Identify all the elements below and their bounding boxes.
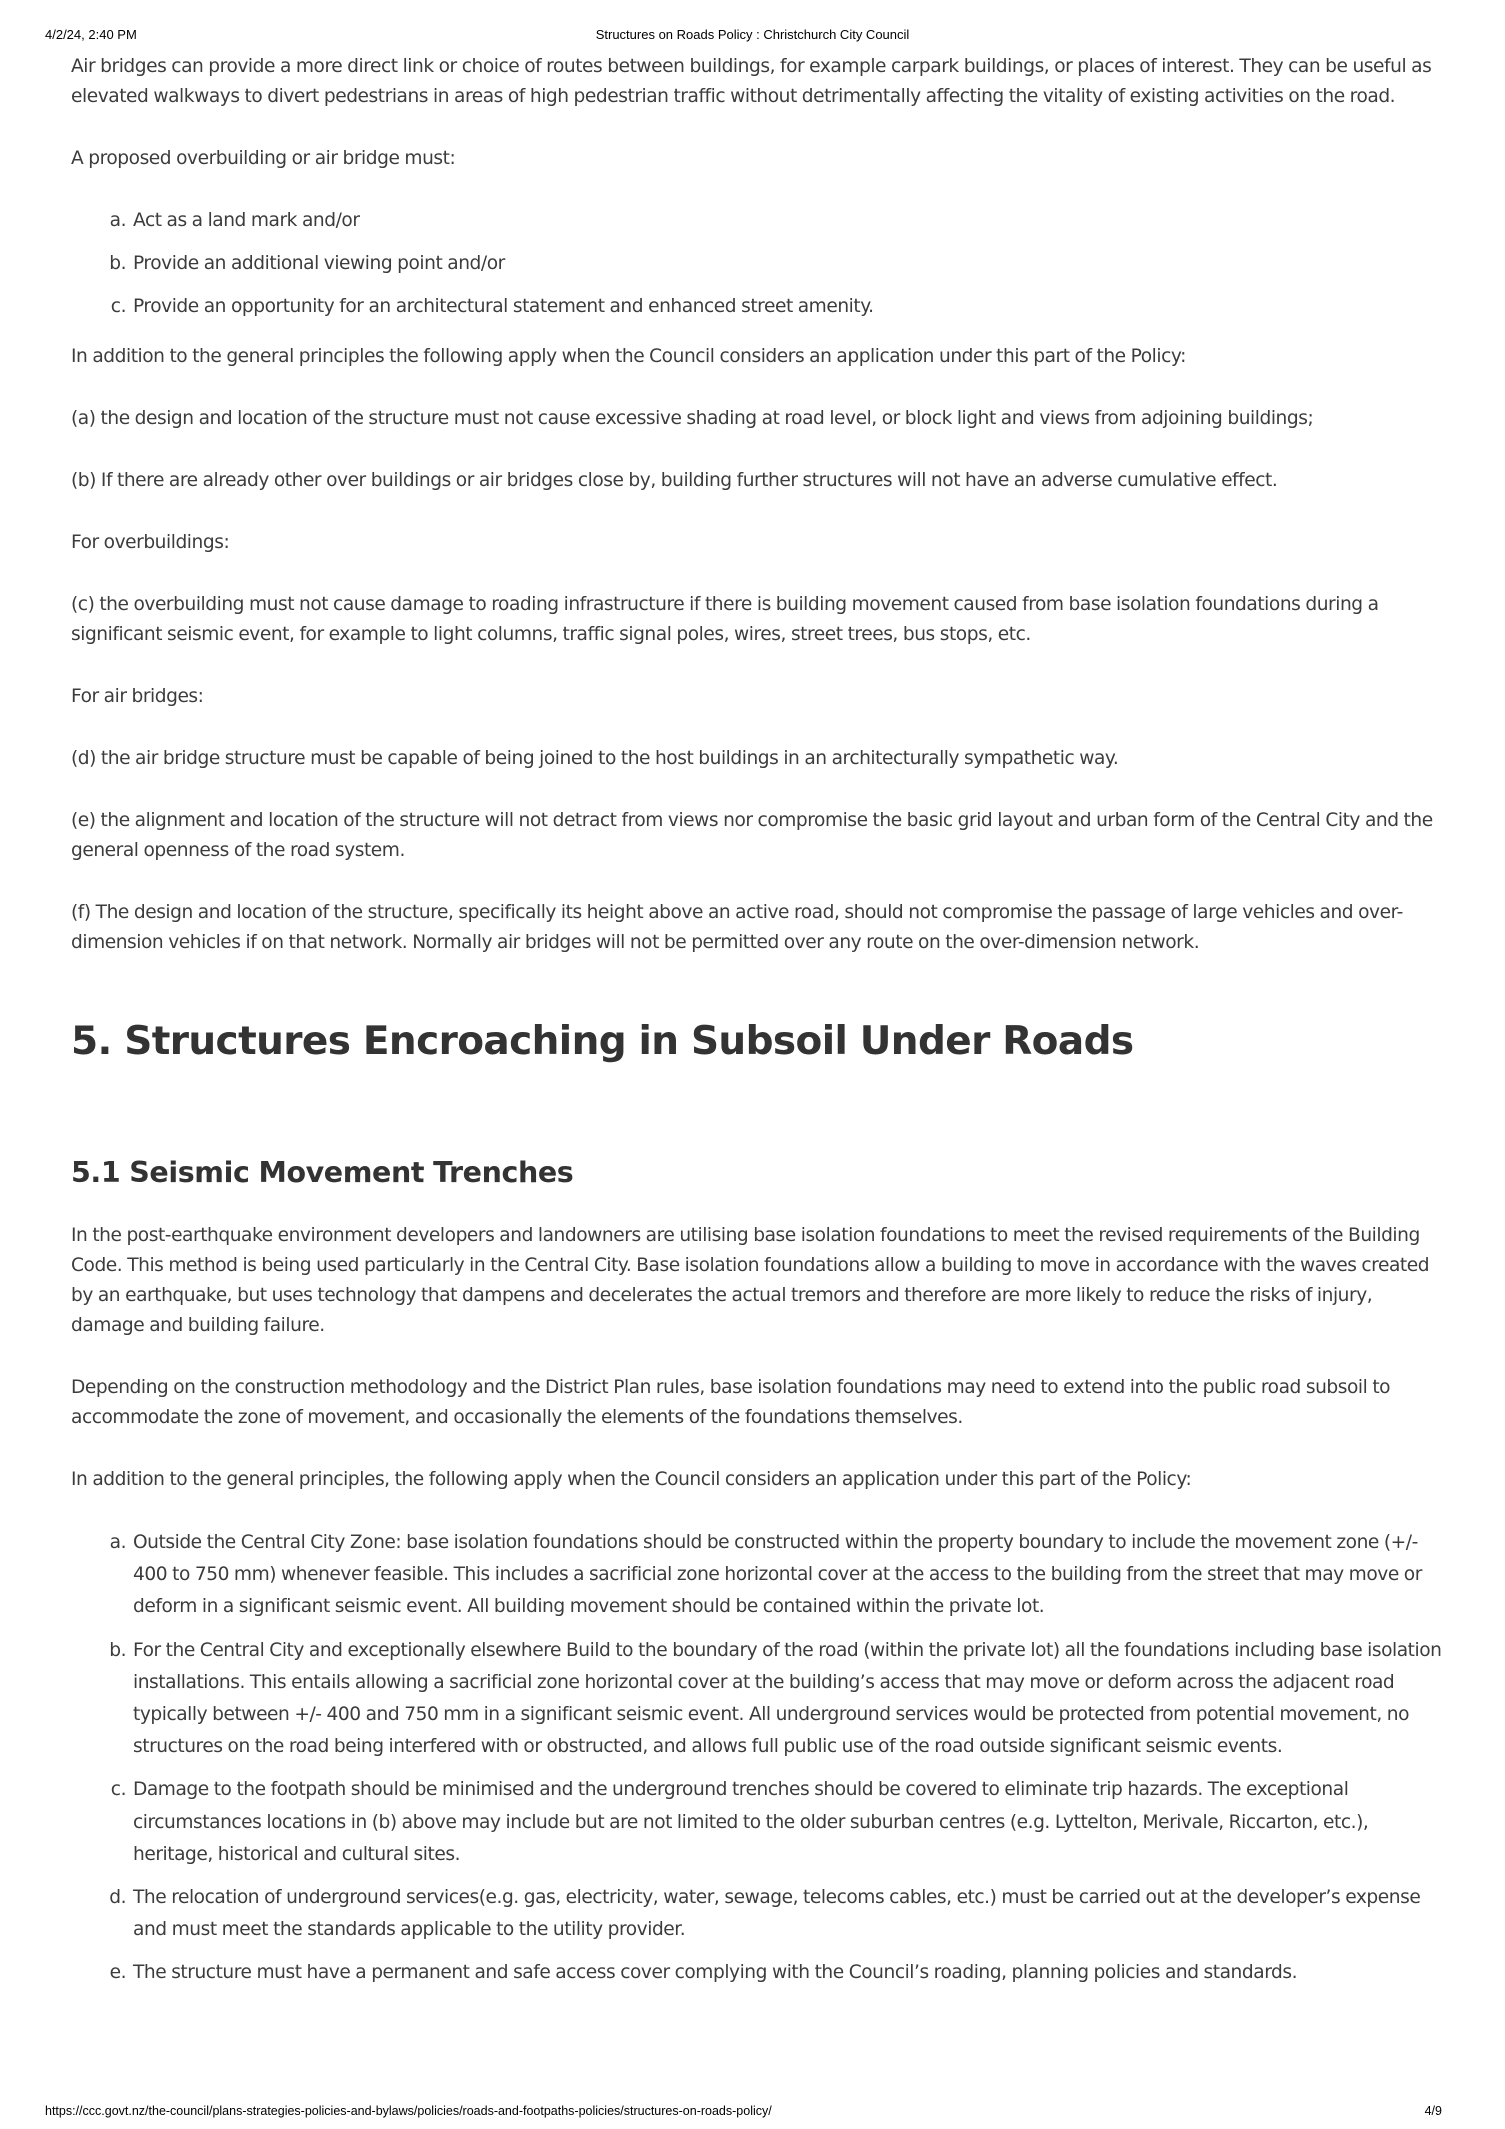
list-item: b. For the Central City and exceptionally elsewhere Build to the boundary of the road (within the private lot) all the foundations including base isolation installations. This entails allowing a sacrificial zone horizontal cover at the building’s access that may move or deform across the adjacent road typically between +/- 400 and 750 mm in a significant seismic event. All underground services would be protected from potential movement, no structures on the road being interfered with or obstructed, and allows full public use of the road outside significant seismic events. (131, 1635, 1449, 1764)
seismic-paragraph-1: In the post-earthquake environment developers and landowners are utilising base isolation foundations to meet the revised requirements of the Building Code. This method is being used particularly in the Central City. Base isolation foundations allow a building to move in accordance with the waves created by an earthquake, but uses technology that dampens and decelerates the actual tremors and therefore are more likely to reduce the risks of injury, damage and building failure. (71, 1225, 1430, 1336)
list-item: c. Damage to the footpath should be minimised and the underground trenches should be covered to eliminate trip hazards. The exceptional circumstances locations in (b) above may include but are not limited to the older suburban centres (e.g. Lyttelton, Merivale, Riccarton, etc.), heritage, historical and cultural sites. (131, 1774, 1449, 1871)
principle-f: (f) The design and location of the structure, specifically its height above an active road, should not compromise the passage of large vehicles and over-dimension vehicles if on that network. Normally air bridges will not be permitted over any route on the over-dimension network. (71, 902, 1403, 953)
principle-b: (b) If there are already other over buildings or air bridges close by, building further structures will not have an adverse cumulative effect. (71, 470, 1278, 491)
print-footer (45, 2104, 1460, 2120)
print-page-title: Structures on Roads Policy : Christchurch City Council (595, 27, 910, 42)
list-item: c. Provide an opportunity for an architectural statement and enhanced street amenity. (131, 292, 1449, 322)
list-item: b. Provide an additional viewing point and/or (131, 249, 1449, 279)
must-intro-paragraph: A proposed overbuilding or air bridge must: (71, 148, 456, 169)
print-url: https://ccc.govt.nz/the-council/plans-strategies-policies-and-bylaws/policies/roads-and-footpaths-policies/structures-on-roads-policy/ (45, 2104, 772, 2118)
print-date: 4/2/24, 2:40 PM (45, 27, 137, 42)
principle-a: (a) the design and location of the structure must not cause excessive shading at road level, or block light and views from adjoining buildings; (71, 408, 1314, 429)
subsection-heading: 5.1 Seismic Movement Trenches (71, 1156, 574, 1189)
list-item: a. Outside the Central City Zone: base isolation foundations should be constructed within the property boundary to include the movement zone (+/- 400 to 750 mm) whenever feasible. This includes a sacrificial zone horizontal cover at the access to the building from the street that may move or deform in a significant seismic event. All building movement should be contained within the private lot. (131, 1527, 1449, 1624)
list-item: d. The relocation of underground services(e.g. gas, electricity, water, sewage, telecoms cables, etc.) must be carried out at the developer’s expense and must meet the standards applicable to the utility provider. (131, 1882, 1449, 1946)
must-list (71, 206, 1449, 322)
principle-c: (c) the overbuilding must not cause damage to roading infrastructure if there is building movement caused from base isolation foundations during a significant seismic event, for example to light columns, traffic signal poles, wires, street trees, bus stops, etc. (71, 594, 1379, 645)
seismic-paragraph-3: In addition to the general principles, the following apply when the Council considers an application under this part of the Policy: (71, 1469, 1192, 1490)
seismic-list (71, 1527, 1449, 1990)
intro-paragraph: Air bridges can provide a more direct link or choice of routes between buildings, for example carpark buildings, or places of interest. They can be useful as elevated walkways to divert pedestrians in areas of high pedestrian traffic without detrimentally affecting the vitality of existing activities on the road. (71, 56, 1432, 107)
print-header (45, 27, 1460, 43)
seismic-paragraph-2: Depending on the construction methodology and the District Plan rules, base isolation foundations may need to extend into the public road subsoil to accommodate the zone of movement, and occasionally the elements of the foundations themselves. (71, 1377, 1391, 1428)
list-item: a. Act as a land mark and/or (131, 206, 1449, 236)
principles-intro-paragraph: In addition to the general principles the following apply when the Council considers an application under this part of the Policy: (71, 346, 1186, 367)
page-number: 4/9 (1424, 2104, 1442, 2118)
principle-d: (d) the air bridge structure must be capable of being joined to the host buildings in an architecturally sympathetic way. (71, 748, 1119, 769)
overbuildings-label: For overbuildings: (71, 532, 230, 553)
page-content (71, 52, 1449, 2002)
principle-e: (e) the alignment and location of the structure will not detract from views nor compromise the basic grid layout and urban form of the Central City and the general openness of the road system. (71, 810, 1433, 861)
air-bridges-label: For air bridges: (71, 686, 204, 707)
section-heading: 5. Structures Encroaching in Subsoil Under Roads (71, 1019, 1134, 1064)
list-item: e. The structure must have a permanent and safe access cover complying with the Council’s roading, planning policies and standards. (131, 1957, 1449, 1989)
